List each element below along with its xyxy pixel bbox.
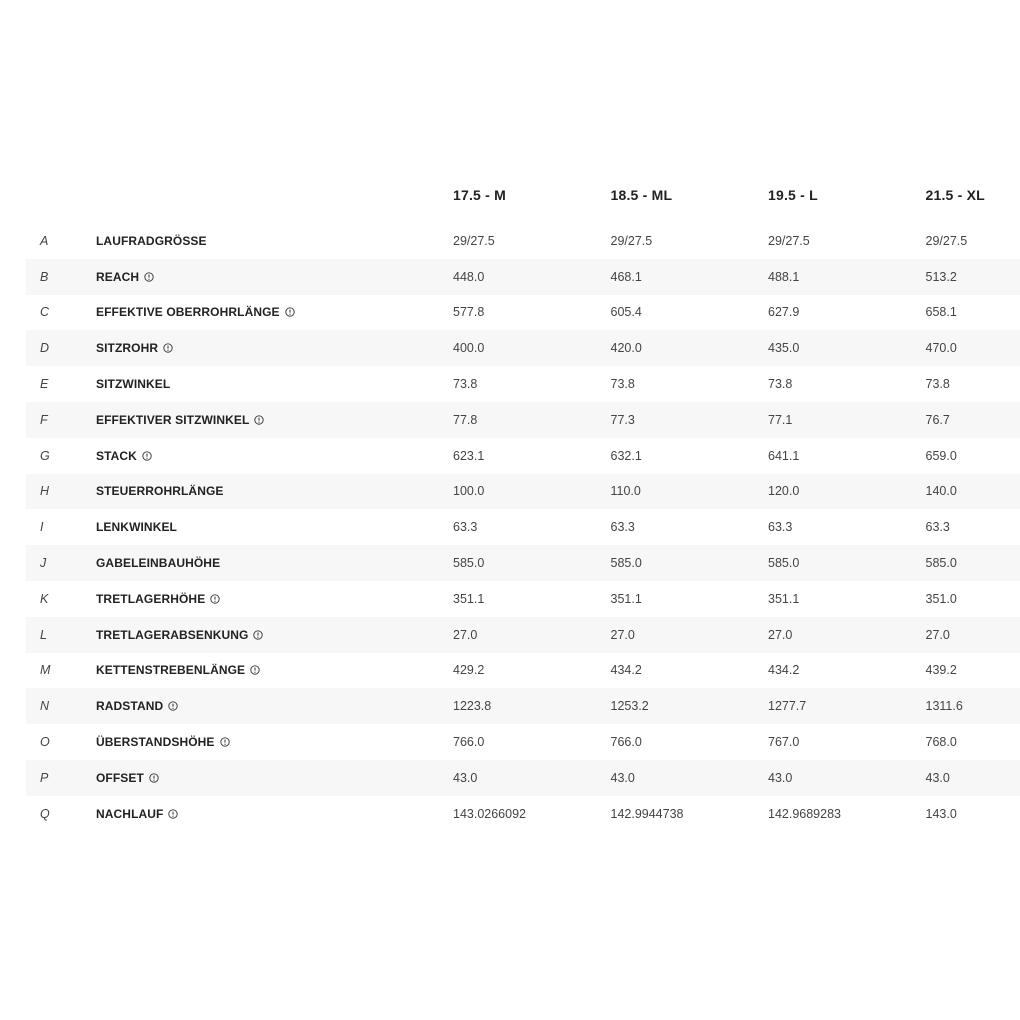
table-row bbox=[26, 474, 1020, 510]
value-cell: 140.0 bbox=[925, 484, 957, 499]
row-letter: C bbox=[40, 305, 50, 320]
table-row bbox=[26, 581, 1020, 617]
row-label: OFFSET bbox=[96, 770, 144, 785]
value-cell: 29/27.5 bbox=[453, 233, 495, 248]
table-row bbox=[26, 366, 1020, 402]
row-label-cell bbox=[96, 413, 453, 427]
row-label: KETTENSTREBENLÄNGE bbox=[96, 663, 246, 678]
row-label-cell bbox=[96, 628, 453, 642]
row-label: SITZROHR bbox=[96, 341, 159, 356]
value-cell: 63.3 bbox=[453, 520, 478, 535]
info-circle-icon[interactable] bbox=[253, 630, 263, 640]
value-cell: 768.0 bbox=[925, 735, 957, 750]
value-cell: 63.3 bbox=[925, 520, 950, 535]
row-letter: E bbox=[40, 377, 49, 392]
value-cell: 577.8 bbox=[453, 305, 485, 320]
table-row bbox=[26, 295, 1020, 331]
value-cell: 420.0 bbox=[610, 341, 642, 356]
info-circle-icon[interactable] bbox=[220, 737, 230, 747]
info-circle-icon[interactable] bbox=[285, 307, 295, 317]
value-cell: 351.1 bbox=[610, 591, 642, 606]
row-label: STACK bbox=[96, 448, 137, 463]
value-cell: 1253.2 bbox=[610, 699, 649, 714]
info-circle-icon[interactable] bbox=[163, 343, 173, 353]
value-cell: 73.8 bbox=[925, 377, 950, 392]
row-label-cell bbox=[96, 341, 453, 355]
table-row bbox=[26, 796, 1020, 832]
value-cell: 766.0 bbox=[453, 735, 485, 750]
row-letter: I bbox=[40, 520, 44, 535]
row-label: REACH bbox=[96, 269, 140, 284]
row-label: EFFEKTIVER SITZWINKEL bbox=[96, 412, 250, 427]
value-cell: 29/27.5 bbox=[925, 233, 968, 248]
info-circle-icon[interactable] bbox=[144, 272, 154, 282]
value-cell: 585.0 bbox=[610, 556, 642, 571]
value-cell: 659.0 bbox=[925, 448, 957, 463]
row-label: GABELEINBAUHÖHE bbox=[96, 556, 221, 571]
row-letter: F bbox=[40, 412, 48, 427]
table-row bbox=[26, 223, 1020, 259]
info-circle-icon[interactable] bbox=[149, 773, 159, 783]
row-label: LENKWINKEL bbox=[96, 520, 177, 535]
row-label-cell bbox=[96, 807, 453, 821]
size-header: 21.5 - XL bbox=[925, 187, 985, 203]
value-cell: 435.0 bbox=[768, 341, 800, 356]
row-label-cell bbox=[96, 663, 453, 677]
table-row bbox=[26, 760, 1020, 796]
value-cell: 27.0 bbox=[925, 627, 950, 642]
row-label-cell bbox=[96, 592, 453, 606]
value-cell: 448.0 bbox=[453, 269, 485, 284]
value-cell: 623.1 bbox=[453, 448, 485, 463]
value-cell: 43.0 bbox=[453, 770, 478, 785]
value-cell: 434.2 bbox=[768, 663, 800, 678]
value-cell: 29/27.5 bbox=[768, 233, 810, 248]
row-letter: P bbox=[40, 770, 49, 785]
row-label: TRETLAGERABSENKUNG bbox=[96, 627, 249, 642]
value-cell: 1311.6 bbox=[925, 699, 963, 714]
value-cell: 658.1 bbox=[925, 305, 957, 320]
info-circle-icon[interactable] bbox=[168, 809, 178, 819]
value-cell: 351.1 bbox=[768, 591, 800, 606]
value-cell: 27.0 bbox=[453, 627, 478, 642]
row-letter: L bbox=[40, 627, 47, 642]
row-label-cell bbox=[96, 771, 453, 785]
value-cell: 766.0 bbox=[610, 735, 642, 750]
table-body bbox=[26, 223, 1020, 832]
value-cell: 470.0 bbox=[925, 341, 957, 356]
value-cell: 43.0 bbox=[610, 770, 635, 785]
row-letter: G bbox=[40, 448, 50, 463]
table-row bbox=[26, 617, 1020, 653]
value-cell: 585.0 bbox=[768, 556, 800, 571]
value-cell: 585.0 bbox=[453, 556, 485, 571]
table-row bbox=[26, 724, 1020, 760]
row-letter: B bbox=[40, 269, 49, 284]
row-label-cell bbox=[96, 699, 453, 713]
value-cell: 143.0266092 bbox=[453, 806, 526, 821]
row-label-cell bbox=[96, 377, 453, 391]
size-header: 18.5 - ML bbox=[610, 187, 673, 203]
row-label: TRETLAGERHÖHE bbox=[96, 591, 206, 606]
value-cell: 142.9944738 bbox=[610, 806, 684, 821]
table-row bbox=[26, 653, 1020, 689]
row-label: SITZWINKEL bbox=[96, 377, 171, 392]
value-cell: 73.8 bbox=[610, 377, 635, 392]
table-row bbox=[26, 259, 1020, 295]
value-cell: 1223.8 bbox=[453, 699, 492, 714]
value-cell: 73.8 bbox=[768, 377, 793, 392]
value-cell: 400.0 bbox=[453, 341, 485, 356]
value-cell: 76.7 bbox=[925, 412, 950, 427]
value-cell: 110.0 bbox=[610, 484, 641, 499]
value-cell: 29/27.5 bbox=[610, 233, 653, 248]
value-cell: 439.2 bbox=[925, 663, 957, 678]
value-cell: 77.3 bbox=[610, 412, 635, 427]
value-cell: 43.0 bbox=[925, 770, 950, 785]
table-row bbox=[26, 330, 1020, 366]
table-row bbox=[26, 438, 1020, 474]
value-cell: 27.0 bbox=[768, 627, 793, 642]
row-label: LAUFRADGRÖSSE bbox=[96, 233, 207, 248]
info-circle-icon[interactable] bbox=[168, 701, 178, 711]
row-letter: K bbox=[40, 591, 49, 606]
value-cell: 627.9 bbox=[768, 305, 800, 320]
row-letter: A bbox=[40, 233, 49, 248]
value-cell: 120.0 bbox=[768, 484, 800, 499]
row-label-cell bbox=[96, 305, 453, 319]
row-letter: M bbox=[40, 663, 51, 678]
value-cell: 143.0 bbox=[925, 806, 957, 821]
row-letter: D bbox=[40, 341, 50, 356]
value-cell: 77.8 bbox=[453, 412, 478, 427]
size-header: 17.5 - M bbox=[453, 187, 506, 203]
value-cell: 43.0 bbox=[768, 770, 793, 785]
value-cell: 468.1 bbox=[610, 269, 642, 284]
row-letter: H bbox=[40, 484, 50, 499]
value-cell: 100.0 bbox=[453, 484, 485, 499]
row-letter: N bbox=[40, 699, 50, 714]
value-cell: 605.4 bbox=[610, 305, 642, 320]
value-cell: 429.2 bbox=[453, 663, 485, 678]
row-label: EFFEKTIVE OBERROHRLÄNGE bbox=[96, 305, 280, 320]
row-label: STEUERROHRLÄNGE bbox=[96, 484, 224, 499]
row-label-cell bbox=[96, 449, 453, 463]
value-cell: 585.0 bbox=[925, 556, 957, 571]
row-letter: J bbox=[40, 556, 47, 571]
table-row bbox=[26, 402, 1020, 438]
value-cell: 63.3 bbox=[610, 520, 635, 535]
row-label-cell bbox=[96, 520, 453, 534]
row-label-cell bbox=[96, 234, 453, 248]
value-cell: 641.1 bbox=[768, 448, 800, 463]
value-cell: 632.1 bbox=[610, 448, 642, 463]
row-letter: O bbox=[40, 735, 50, 750]
value-cell: 513.2 bbox=[925, 269, 957, 284]
row-label: NACHLAUF bbox=[96, 806, 164, 821]
table-row bbox=[26, 509, 1020, 545]
row-label-cell bbox=[96, 484, 453, 498]
row-label-cell bbox=[96, 735, 453, 749]
table-row bbox=[26, 688, 1020, 724]
value-cell: 351.0 bbox=[925, 591, 957, 606]
info-circle-icon[interactable] bbox=[254, 415, 264, 425]
value-cell: 488.1 bbox=[768, 269, 800, 284]
row-label-cell bbox=[96, 270, 453, 284]
value-cell: 142.9689283 bbox=[768, 806, 841, 821]
row-label-cell bbox=[96, 556, 453, 570]
info-circle-icon[interactable] bbox=[210, 594, 220, 604]
size-header: 19.5 - L bbox=[768, 187, 818, 203]
info-circle-icon[interactable] bbox=[250, 665, 260, 675]
row-label: RADSTAND bbox=[96, 699, 164, 714]
value-cell: 351.1 bbox=[453, 591, 485, 606]
value-cell: 63.3 bbox=[768, 520, 793, 535]
value-cell: 434.2 bbox=[610, 663, 642, 678]
table-header bbox=[26, 177, 1020, 213]
info-circle-icon[interactable] bbox=[142, 451, 152, 461]
table-row bbox=[26, 545, 1020, 581]
value-cell: 767.0 bbox=[768, 735, 800, 750]
geometry-table bbox=[26, 177, 1020, 832]
row-label: ÜBERSTANDSHÖHE bbox=[96, 735, 215, 750]
value-cell: 1277.7 bbox=[768, 699, 807, 714]
value-cell: 77.1 bbox=[768, 412, 793, 427]
value-cell: 27.0 bbox=[610, 627, 635, 642]
value-cell: 73.8 bbox=[453, 377, 478, 392]
row-letter: Q bbox=[40, 806, 50, 821]
